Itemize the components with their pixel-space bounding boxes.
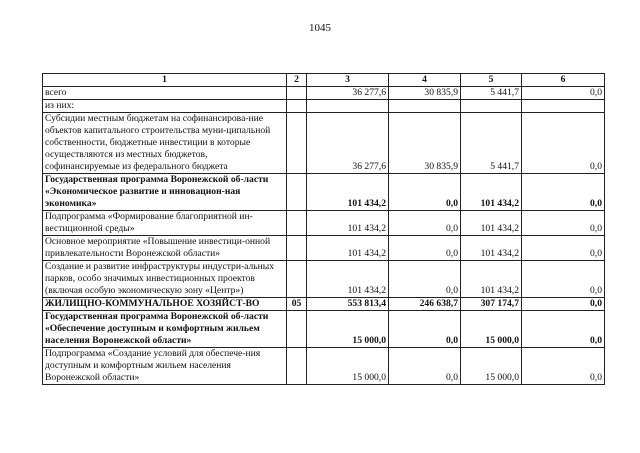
row-total-cell: 101 434,2 bbox=[307, 211, 389, 236]
page-number: 1045 bbox=[309, 22, 331, 34]
row-code-cell bbox=[287, 174, 307, 211]
row-code-cell bbox=[287, 261, 307, 298]
row-regional-cell: 101 434,2 bbox=[461, 211, 522, 236]
table-row bbox=[43, 348, 605, 385]
header-col-6: 6 bbox=[522, 74, 605, 87]
row-total-cell bbox=[307, 100, 389, 113]
table-row bbox=[43, 236, 605, 261]
row-name-cell: Субсидии местным бюджетам на софинансирова-ние объектов капитального строительства муни-ципальной собственности, бюджетные инвестиции в которые осуществляются из местных бюджетов, софинансируемые из федерального бюджета bbox=[43, 113, 287, 174]
header-col-3: 3 bbox=[307, 74, 389, 87]
row-name-cell: из них: bbox=[43, 100, 287, 113]
row-code-cell bbox=[287, 311, 307, 348]
row-other-cell: 0,0 bbox=[522, 311, 605, 348]
row-total-cell: 36 277,6 bbox=[307, 113, 389, 174]
row-other-cell: 0,0 bbox=[522, 113, 605, 174]
header-col-4: 4 bbox=[389, 74, 461, 87]
table-row bbox=[43, 174, 605, 211]
row-regional-cell: 15 000,0 bbox=[461, 311, 522, 348]
row-total-cell: 36 277,6 bbox=[307, 87, 389, 100]
row-name-cell: Основное мероприятие «Повышение инвестици-онной привлекательности Воронежской области» bbox=[43, 236, 287, 261]
row-federal-cell: 246 638,7 bbox=[389, 298, 461, 311]
row-code-cell: 05 bbox=[287, 298, 307, 311]
row-name-cell: всего bbox=[43, 87, 287, 100]
row-other-cell bbox=[522, 100, 605, 113]
row-other-cell: 0,0 bbox=[522, 87, 605, 100]
row-regional-cell: 101 434,2 bbox=[461, 261, 522, 298]
row-regional-cell: 15 000,0 bbox=[461, 348, 522, 385]
table-row bbox=[43, 298, 605, 311]
row-federal-cell: 0,0 bbox=[389, 311, 461, 348]
row-total-cell: 101 434,2 bbox=[307, 174, 389, 211]
row-name-cell: Подпрограмма «Создание условий для обеспече-ния доступным и комфортным жильем населения Воронежской области» bbox=[43, 348, 287, 385]
row-total-cell: 15 000,0 bbox=[307, 311, 389, 348]
row-name-cell: Государственная программа Воронежской об-ласти «Обеспечение доступным и комфортным жильем населения Воронежской области» bbox=[43, 311, 287, 348]
row-code-cell bbox=[287, 113, 307, 174]
row-federal-cell: 0,0 bbox=[389, 174, 461, 211]
row-federal-cell bbox=[389, 100, 461, 113]
row-federal-cell: 30 835,9 bbox=[389, 113, 461, 174]
row-regional-cell: 5 441,7 bbox=[461, 87, 522, 100]
row-total-cell: 15 000,0 bbox=[307, 348, 389, 385]
row-regional-cell: 101 434,2 bbox=[461, 236, 522, 261]
header-row bbox=[43, 74, 605, 87]
row-code-cell bbox=[287, 87, 307, 100]
table-row bbox=[43, 211, 605, 236]
row-code-cell bbox=[287, 236, 307, 261]
row-name-cell: ЖИЛИЩНО-КОММУНАЛЬНОЕ ХОЗЯЙСТ-ВО bbox=[43, 298, 287, 311]
row-code-cell bbox=[287, 100, 307, 113]
row-other-cell: 0,0 bbox=[522, 348, 605, 385]
row-code-cell bbox=[287, 348, 307, 385]
row-federal-cell: 0,0 bbox=[389, 348, 461, 385]
budget-table bbox=[42, 73, 605, 385]
table-row bbox=[43, 261, 605, 298]
table-row bbox=[43, 100, 605, 113]
row-regional-cell: 101 434,2 bbox=[461, 174, 522, 211]
table-row bbox=[43, 311, 605, 348]
row-other-cell: 0,0 bbox=[522, 174, 605, 211]
row-name-cell: Создание и развитие инфраструктуры индустри-альных парков, особо значимых инвестиционных проектов (включая особую экономическую зону «Центр») bbox=[43, 261, 287, 298]
table-row bbox=[43, 113, 605, 174]
row-regional-cell: 5 441,7 bbox=[461, 113, 522, 174]
header-col-1: 1 bbox=[43, 74, 287, 87]
row-federal-cell: 0,0 bbox=[389, 236, 461, 261]
row-federal-cell: 30 835,9 bbox=[389, 87, 461, 100]
row-federal-cell: 0,0 bbox=[389, 211, 461, 236]
row-other-cell: 0,0 bbox=[522, 298, 605, 311]
header-col-2: 2 bbox=[287, 74, 307, 87]
row-total-cell: 101 434,2 bbox=[307, 236, 389, 261]
row-total-cell: 553 813,4 bbox=[307, 298, 389, 311]
row-other-cell: 0,0 bbox=[522, 261, 605, 298]
row-regional-cell: 307 174,7 bbox=[461, 298, 522, 311]
row-name-cell: Государственная программа Воронежской об-ласти «Экономическое развитие и инновацион-ная экономика» bbox=[43, 174, 287, 211]
row-name-cell: Подпрограмма «Формирование благоприятной ин-вестиционной среды» bbox=[43, 211, 287, 236]
row-other-cell: 0,0 bbox=[522, 236, 605, 261]
row-total-cell: 101 434,2 bbox=[307, 261, 389, 298]
row-code-cell bbox=[287, 211, 307, 236]
row-federal-cell: 0,0 bbox=[389, 261, 461, 298]
table-row bbox=[43, 87, 605, 100]
row-other-cell: 0,0 bbox=[522, 211, 605, 236]
row-regional-cell bbox=[461, 100, 522, 113]
header-col-5: 5 bbox=[461, 74, 522, 87]
